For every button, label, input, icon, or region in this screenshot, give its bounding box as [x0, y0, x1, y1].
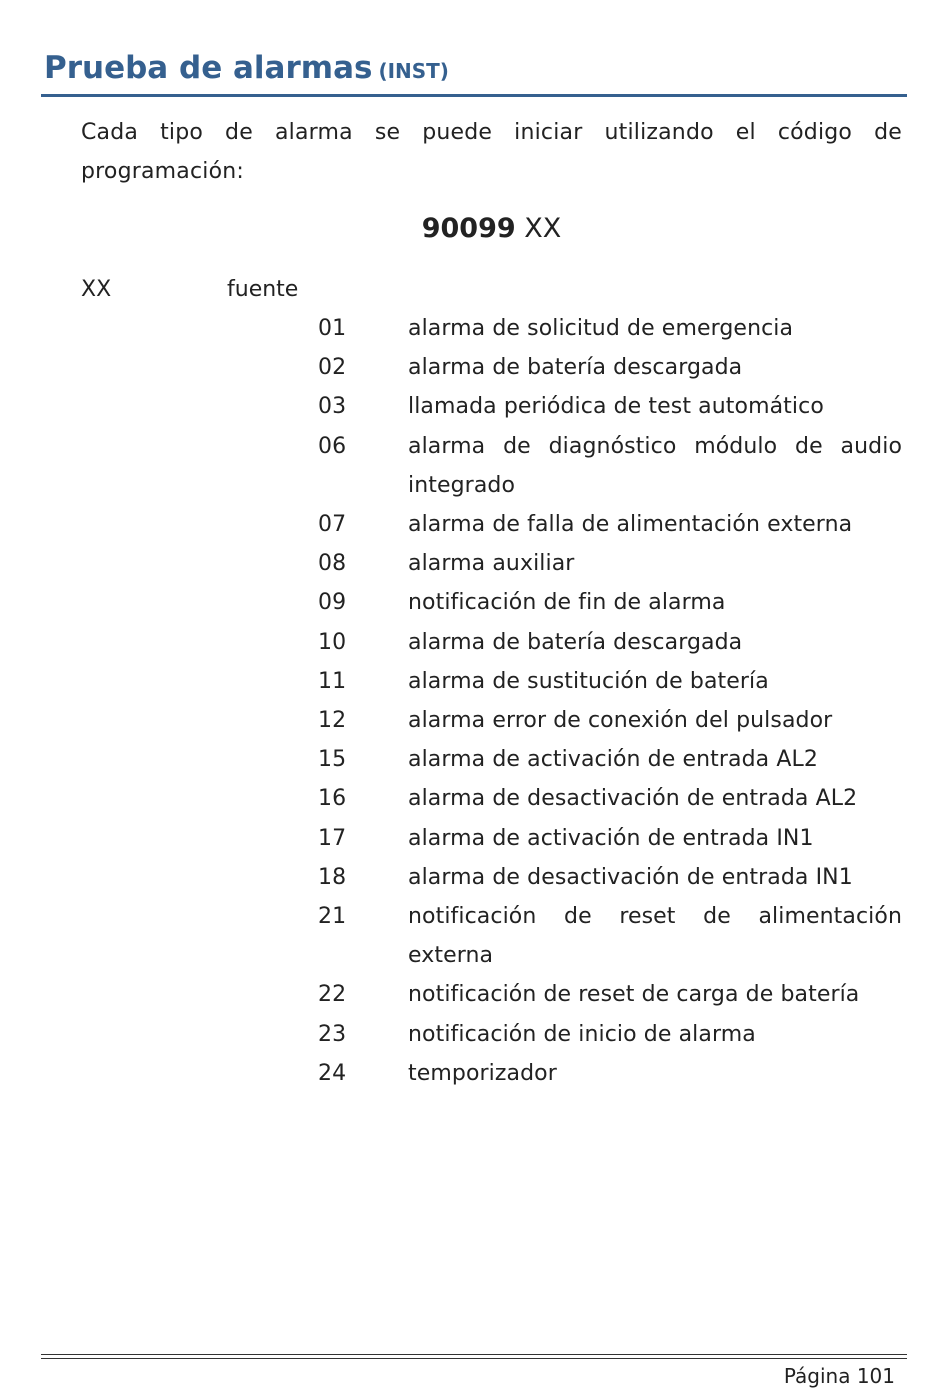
source-description: alarma de batería descargada: [408, 355, 743, 381]
source-description: alarma auxiliar: [408, 551, 575, 577]
page-number: Página 101: [783, 1364, 895, 1388]
source-row: [318, 309, 902, 348]
footer-rule-secondary: [41, 1358, 907, 1359]
source-description: alarma de diagnóstico módulo de audio integrado: [408, 433, 902, 498]
source-code: 22: [318, 982, 347, 1008]
source-description: alarma de desactivación de entrada AL2: [408, 786, 858, 812]
source-description: notificación de reset de alimentación externa: [408, 904, 902, 969]
source-code: 17: [318, 825, 347, 851]
programming-code: 90099: [421, 213, 516, 244]
source-code: 09: [318, 590, 347, 616]
section-title: Prueba de alarmas: [44, 50, 373, 86]
parameter-label: XX: [81, 277, 112, 302]
source-row: [318, 427, 902, 505]
source-description: alarma de desactivación de entrada IN1: [408, 864, 853, 890]
source-row: [318, 1054, 902, 1093]
source-row: [318, 858, 902, 897]
source-code: 21: [318, 904, 347, 930]
source-code: 02: [318, 355, 347, 381]
source-row: [318, 897, 902, 975]
source-code-list: [318, 309, 902, 1093]
source-code: 10: [318, 629, 347, 655]
source-code: 08: [318, 551, 347, 577]
source-code: 18: [318, 864, 347, 890]
source-description: alarma de sustitución de batería: [408, 668, 769, 694]
source-description: alarma de falla de alimentación externa: [408, 512, 853, 538]
source-row: [318, 662, 902, 701]
source-description: notificación de fin de alarma: [408, 590, 726, 616]
footer-rule: [41, 1354, 907, 1355]
source-description: alarma de activación de entrada AL2: [408, 747, 818, 773]
source-description: alarma error de conexión del pulsador: [408, 708, 833, 734]
intro-paragraph: Cada tipo de alarma se puede iniciar utilizando el código de programación:: [81, 120, 902, 184]
source-code: 15: [318, 747, 347, 773]
source-description: alarma de solicitud de emergencia: [408, 316, 794, 341]
source-code: 07: [318, 512, 347, 538]
source-row: [318, 819, 902, 858]
source-code: 23: [318, 1021, 347, 1047]
section-tag: (INST): [378, 59, 449, 83]
source-row: [318, 701, 902, 740]
heading-underline: [41, 94, 907, 97]
programming-code-suffix: XX: [524, 213, 562, 244]
source-code: 16: [318, 786, 347, 812]
source-code: 24: [318, 1060, 347, 1086]
programming-code-line: [0, 209, 950, 249]
source-code: 03: [318, 394, 347, 420]
source-description: notificación de inicio de alarma: [408, 1021, 756, 1047]
source-description: notificación de reset de carga de batería: [408, 982, 860, 1008]
source-row: [318, 975, 902, 1014]
parameter-description: fuente: [227, 277, 299, 302]
source-code: 01: [318, 316, 347, 341]
source-description: llamada periódica de test automático: [408, 394, 824, 420]
source-code: 11: [318, 668, 347, 694]
source-description: alarma de batería descargada: [408, 629, 743, 655]
source-row: [318, 544, 902, 583]
section-heading: [44, 48, 449, 91]
source-row: [318, 740, 902, 779]
source-row: [318, 505, 902, 544]
source-row: [318, 1015, 902, 1054]
source-row: [318, 348, 902, 387]
source-row: [318, 387, 902, 426]
source-row: [318, 583, 902, 622]
source-row: [318, 779, 902, 818]
source-row: [318, 623, 902, 662]
source-code: 12: [318, 708, 347, 734]
source-description: alarma de activación de entrada IN1: [408, 825, 814, 851]
source-description: temporizador: [408, 1060, 557, 1086]
source-code: 06: [318, 433, 347, 459]
